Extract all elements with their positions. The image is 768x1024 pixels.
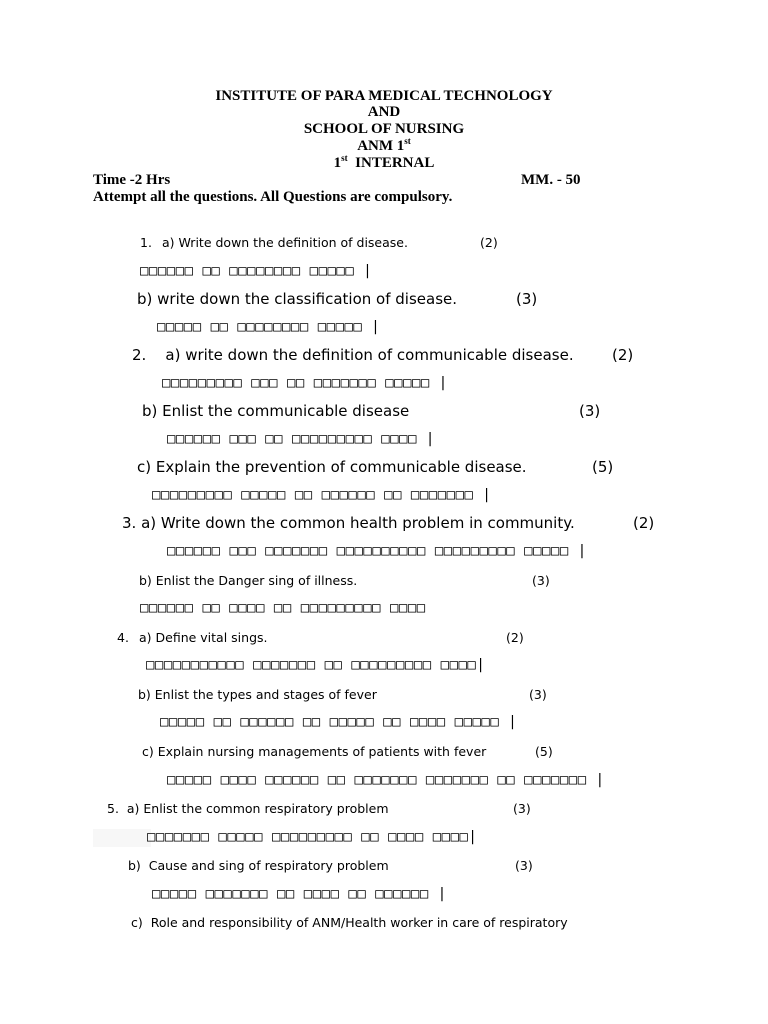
course-name-sup: st bbox=[404, 136, 411, 146]
q2c-marks: (5) bbox=[592, 458, 614, 476]
exam-name-base: 1 bbox=[333, 155, 342, 171]
course-name-base: ANM 1 bbox=[357, 138, 405, 154]
exam-name bbox=[0, 155, 768, 171]
q2b-marks: (3) bbox=[579, 402, 601, 420]
q3b-marks: (3) bbox=[532, 573, 550, 588]
q4b-text: b) Enlist the types and stages of fever bbox=[138, 687, 377, 702]
q3a-hindi: □□□□□□ □□□ □□□□□□□ □□□□□□□□□□ □□□□□□□□□ □□□□□ | bbox=[167, 543, 587, 559]
q1-number: 1. bbox=[140, 235, 152, 250]
q5b-hindi: □□□□□ □□□□□□□ □□ □□□□ □□ □□□□□□ | bbox=[152, 886, 447, 902]
q5a-text: 5. a) Enlist the common respiratory problem bbox=[107, 801, 389, 816]
q2a-hindi: □□□□□□□□□ □□□ □□ □□□□□□□ □□□□□ | bbox=[162, 375, 448, 391]
q2a-text: 2. a) write down the definition of communicable disease. bbox=[132, 346, 574, 364]
q5b-marks: (3) bbox=[515, 858, 533, 873]
q1b-marks: (3) bbox=[516, 290, 538, 308]
q4b-marks: (3) bbox=[529, 687, 547, 702]
header-and: AND bbox=[367, 104, 401, 120]
q1a-marks: (2) bbox=[480, 235, 498, 250]
q5c-text: c) Role and responsibility of ANM/Health worker in care of respiratory bbox=[131, 915, 568, 930]
q1b-hindi: □□□□□ □□ □□□□□□□□ □□□□□ | bbox=[157, 319, 381, 335]
q2b-text: b) Enlist the communicable disease bbox=[142, 402, 410, 420]
q1a-hindi: □□□□□□ □□ □□□□□□□□ □□□□□ | bbox=[140, 263, 373, 279]
exam-name-rest: INTERNAL bbox=[347, 155, 435, 171]
institute-name: INSTITUTE OF PARA MEDICAL TECHNOLOGY bbox=[215, 88, 553, 104]
time-allowed: Time -2 Hrs bbox=[93, 172, 171, 188]
q3b-text: b) Enlist the Danger sing of illness. bbox=[139, 573, 358, 588]
q5a-hindi: □□□□□□□ □□□□□ □□□□□□□□□ □□ □□□□ □□□□| bbox=[147, 829, 478, 845]
q1a-text: a) Write down the definition of disease. bbox=[162, 235, 408, 250]
school-name: SCHOOL OF NURSING bbox=[303, 121, 465, 137]
q4c-marks: (5) bbox=[535, 744, 553, 759]
highlight-shade bbox=[93, 829, 151, 847]
instruction: Attempt all the questions. All Questions are compulsory. bbox=[93, 189, 453, 205]
q5b-text: b) Cause and sing of respiratory problem bbox=[128, 858, 389, 873]
exam-name-sup: st bbox=[341, 153, 348, 163]
q2c-text: c) Explain the prevention of communicable disease. bbox=[137, 458, 527, 476]
q1b-text: b) write down the classification of disease. bbox=[137, 290, 458, 308]
q3a-marks: (2) bbox=[633, 514, 655, 532]
q4-number: 4. bbox=[117, 630, 129, 645]
q2b-hindi: □□□□□□ □□□ □□ □□□□□□□□□ □□□□ | bbox=[167, 431, 435, 447]
q2c-hindi: □□□□□□□□□ □□□□□ □□ □□□□□□ □□ □□□□□□□ | bbox=[152, 487, 492, 503]
q4a-marks: (2) bbox=[506, 630, 524, 645]
q2a-marks: (2) bbox=[612, 346, 634, 364]
q3b-hindi: □□□□□□ □□ □□□□ □□ □□□□□□□□□ □□□□ bbox=[140, 600, 426, 616]
max-marks: MM. - 50 bbox=[521, 172, 581, 188]
q4a-hindi: □□□□□□□□□□□ □□□□□□□ □□ □□□□□□□□□ □□□□| bbox=[146, 657, 486, 673]
q3a-text: 3. a) Write down the common health problem in community. bbox=[122, 514, 575, 532]
q4c-text: c) Explain nursing managements of patients with fever bbox=[142, 744, 487, 759]
course-name bbox=[0, 138, 768, 154]
q4a-text: a) Define vital sings. bbox=[139, 630, 268, 645]
q4b-hindi: □□□□□ □□ □□□□□□ □□ □□□□□ □□ □□□□ □□□□□ | bbox=[160, 714, 518, 730]
q4c-hindi: □□□□□ □□□□ □□□□□□ □□ □□□□□□□ □□□□□□□ □□ □□□□□□□ | bbox=[167, 772, 605, 788]
q5a-marks: (3) bbox=[513, 801, 531, 816]
